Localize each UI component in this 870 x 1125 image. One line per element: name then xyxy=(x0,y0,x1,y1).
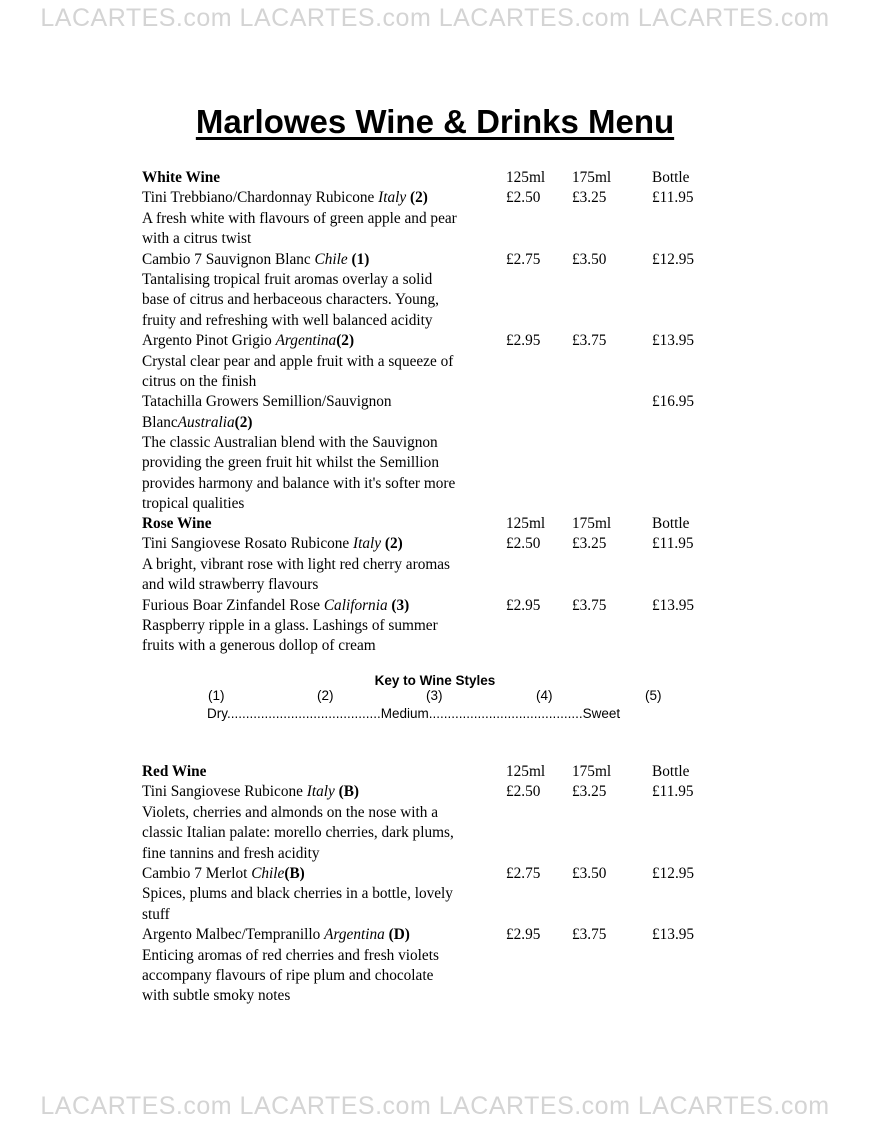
wine-style-key xyxy=(200,673,680,721)
wine-description: Crystal clear pear and apple fruit with a squeeze of xyxy=(142,352,454,370)
price-175ml: £3.75 xyxy=(572,926,607,944)
price-175ml: £3.25 xyxy=(572,535,607,553)
white-wine-section xyxy=(142,168,742,515)
wine-item xyxy=(142,250,742,270)
wine-description: The classic Australian blend with the Sauvignon xyxy=(142,434,438,452)
wine-origin: California xyxy=(323,596,388,614)
watermark-bottom: LACARTES.com LACARTES.com LACARTES.com LACARTES.com xyxy=(40,1092,830,1120)
wine-origin: Argentina xyxy=(324,926,385,944)
price-175ml: £3.75 xyxy=(572,596,607,614)
wine-origin: Italy xyxy=(306,783,335,801)
price-bottle: £13.95 xyxy=(652,926,695,944)
col-bottle: Bottle xyxy=(652,763,690,780)
wine-item xyxy=(142,864,742,884)
wine-item xyxy=(142,188,742,208)
wine-description: providing the green fruit hit whilst the Semillion xyxy=(142,454,439,472)
wine-origin: Chile xyxy=(314,250,348,268)
section-heading: Red Wine xyxy=(142,763,207,780)
wine-description: base of citrus and herbaceous characters. Young, xyxy=(142,291,439,309)
wine-style: (2) xyxy=(406,189,428,207)
wine-origin: Italy xyxy=(353,535,382,553)
wine-description: accompany flavours of ripe plum and chocolate xyxy=(142,966,434,984)
section-header-row xyxy=(142,514,742,534)
price-bottle: £11.95 xyxy=(652,189,694,207)
price-125ml: £2.50 xyxy=(506,535,541,553)
price-bottle: £12.95 xyxy=(652,250,695,268)
key-number: (1) xyxy=(208,688,225,703)
wine-description: Enticing aromas of red cherries and fresh violets xyxy=(142,946,439,964)
wine-origin: Australia xyxy=(177,413,235,431)
key-scale: Dry.........................................Medium.........................................Sweet xyxy=(207,706,621,721)
price-175ml: £3.25 xyxy=(572,783,607,801)
wine-description: citrus on the finish xyxy=(142,372,257,390)
rose-wine-section xyxy=(142,514,742,657)
wine-name: Tini Sangiovese Rosato Rubicone xyxy=(142,535,354,553)
wine-description: with subtle smoky notes xyxy=(142,987,291,1005)
wine-name: Argento Pinot Grigio xyxy=(142,332,276,350)
price-125ml: £2.75 xyxy=(506,250,541,268)
wine-description: Tantalising tropical fruit aromas overlay a solid xyxy=(142,270,433,288)
price-175ml: £3.50 xyxy=(572,864,607,882)
wine-description: fruity and refreshing with well balanced acidity xyxy=(142,311,433,329)
wine-description: fruits with a generous dollop of cream xyxy=(142,637,376,655)
wine-description: Spices, plums and black cherries in a bottle, lovely xyxy=(142,885,453,903)
red-wine-section xyxy=(142,762,742,1007)
wine-style: (B) xyxy=(334,783,359,801)
wine-origin: Chile xyxy=(251,864,285,882)
price-bottle: £11.95 xyxy=(652,783,694,801)
wine-description: and wild strawberry flavours xyxy=(142,576,319,594)
wine-description: fine tannins and fresh acidity xyxy=(142,844,320,862)
page-title: Marlowes Wine & Drinks Menu xyxy=(195,103,675,140)
wine-description: Violets, cherries and almonds on the nose with a xyxy=(142,803,439,821)
wine-name: Tini Sangiovese Rubicone xyxy=(142,783,307,801)
price-125ml: £2.50 xyxy=(506,189,541,207)
wine-name: Argento Malbec/Tempranillo xyxy=(142,926,325,944)
price-125ml: £2.75 xyxy=(506,864,541,882)
wine-name: Tini Trebbiano/Chardonnay Rubicone xyxy=(142,189,379,207)
col-125ml: 125ml xyxy=(506,515,546,532)
wine-name-continued: Blanc xyxy=(142,413,178,431)
col-bottle: Bottle xyxy=(652,169,690,186)
section-header-row xyxy=(142,168,742,188)
price-125ml: £2.95 xyxy=(506,926,541,944)
wine-item xyxy=(142,534,742,554)
wine-style: (D) xyxy=(384,926,410,944)
wine-style: (1) xyxy=(347,250,370,268)
wine-item xyxy=(142,782,742,802)
price-175ml: £3.25 xyxy=(572,189,607,207)
wine-style: (2) xyxy=(234,413,253,431)
key-number: (3) xyxy=(426,688,443,703)
wine-item xyxy=(142,331,742,351)
key-number: (5) xyxy=(645,688,662,703)
section-heading: White Wine xyxy=(142,169,221,186)
wine-name: Furious Boar Zinfandel Rose xyxy=(142,596,324,614)
col-175ml: 175ml xyxy=(572,763,612,780)
section-heading: Rose Wine xyxy=(142,515,212,532)
section-header-row xyxy=(142,762,742,782)
price-bottle: £11.95 xyxy=(652,535,694,553)
wine-style: (2) xyxy=(336,332,355,350)
wine-name: Cambio 7 Merlot xyxy=(142,864,252,882)
wine-item xyxy=(142,925,742,945)
price-bottle: £12.95 xyxy=(652,864,695,882)
col-175ml: 175ml xyxy=(572,169,612,186)
wine-description: provides harmony and balance with it's softer more xyxy=(142,474,456,492)
col-175ml: 175ml xyxy=(572,515,612,532)
price-bottle: £13.95 xyxy=(652,332,695,350)
wine-style: (B) xyxy=(284,864,305,882)
watermark-top: LACARTES.com LACARTES.com LACARTES.com LACARTES.com xyxy=(40,4,830,32)
price-125ml: £2.50 xyxy=(506,783,541,801)
price-bottle: £13.95 xyxy=(652,596,695,614)
wine-description: A fresh white with flavours of green apple and pear xyxy=(142,209,457,227)
price-125ml: £2.95 xyxy=(506,596,541,614)
wine-name: Cambio 7 Sauvignon Blanc xyxy=(142,250,315,268)
key-title: Key to Wine Styles xyxy=(374,673,496,688)
wine-origin: Italy xyxy=(378,189,407,207)
price-175ml: £3.75 xyxy=(572,332,607,350)
wine-item xyxy=(142,392,742,412)
wine-style: (2) xyxy=(381,535,403,553)
wine-origin: Argentina xyxy=(275,332,337,350)
wine-description: tropical qualities xyxy=(142,495,245,513)
key-number: (2) xyxy=(317,688,334,703)
wine-description: with a citrus twist xyxy=(142,230,252,248)
col-bottle: Bottle xyxy=(652,515,690,532)
price-125ml: £2.95 xyxy=(506,332,541,350)
wine-name: Tatachilla Growers Semillion/Sauvignon xyxy=(142,393,392,411)
wine-description: A bright, vibrant rose with light red cherry aromas xyxy=(142,555,450,573)
key-number: (4) xyxy=(536,688,553,703)
price-175ml: £3.50 xyxy=(572,250,607,268)
wine-description: stuff xyxy=(142,905,170,923)
wine-item-continued xyxy=(142,413,742,433)
wine-description: Raspberry ripple in a glass. Lashings of summer xyxy=(142,616,438,634)
price-bottle: £16.95 xyxy=(652,393,695,411)
col-125ml: 125ml xyxy=(506,169,546,186)
wine-style: (3) xyxy=(387,596,410,614)
wine-description: classic Italian palate: morello cherries, dark plums, xyxy=(142,824,454,842)
col-125ml: 125ml xyxy=(506,763,546,780)
wine-item xyxy=(142,596,742,616)
key-numbers xyxy=(200,688,680,706)
